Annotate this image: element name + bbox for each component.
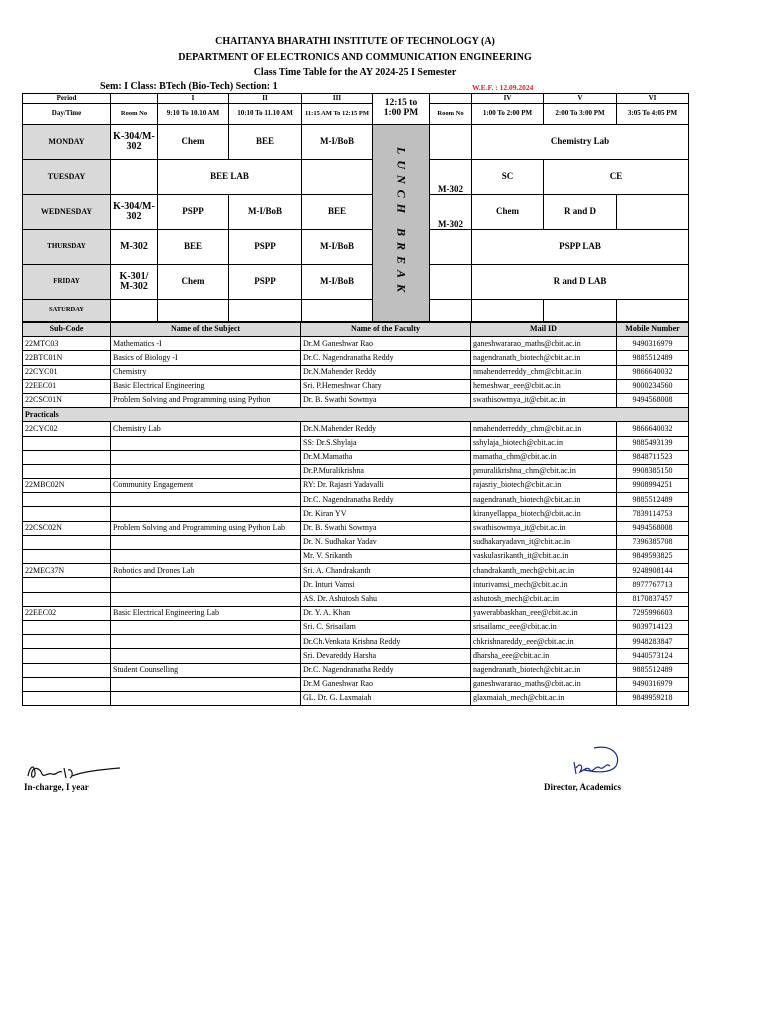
wednesday-p3: BEE [302,195,373,230]
thursday-room-pm [430,230,472,265]
practicals-label: Practicals [23,408,689,422]
director-label: Director, Academics [544,782,621,792]
cell-mobile: 9494568008 [617,393,689,407]
table-row [23,422,689,436]
cell-mobile: 9908994251 [617,479,689,493]
cell-mobile: 9248908144 [617,564,689,578]
cell-code: 22MEC37N [23,564,111,578]
cell-name [111,691,301,705]
table-row [23,620,689,634]
cell-faculty: Dr.C. Nagendranatha Reddy [301,351,471,365]
cell-mail[interactable]: swathisowmya_it@cbit.ac.in [471,521,617,535]
cell-code: 22CYC02 [23,422,111,436]
cell-name [111,550,301,564]
friday-room: K-301/ M-302 [111,265,158,300]
cell-name: Problem Solving and Programming using Python Lab [111,521,301,535]
semester-line: Sem: I Class: BTech (Bio-Tech) Section: 1 [100,81,278,92]
friday-row [23,265,689,300]
table-row [23,606,689,620]
cell-mail[interactable]: nmahenderreddy_chm@cbit.ac.in [471,422,617,436]
cell-mail[interactable]: nmahenderreddy_chm@cbit.ac.in [471,365,617,379]
friday-p2: PSPP [229,265,302,300]
cell-name [111,535,301,549]
director-signature [570,740,630,782]
cell-name [111,649,301,663]
wef-date: W.E.F. : 12.09.2024 [472,83,534,92]
table-row [23,691,689,705]
period-3-time: 11:15 AM To 12:15 PM [302,104,373,125]
day-saturday: SATURDAY [23,300,111,322]
cell-code [23,592,111,606]
thursday-p2: PSPP [229,230,302,265]
period-5-name: V [544,94,617,104]
cell-code: 22BTC01N [23,351,111,365]
cell-mobile: 9849959218 [617,691,689,705]
cell-code [23,436,111,450]
cell-faculty: GL. Dr. G. Laxmaiah [301,691,471,705]
cell-mail[interactable]: nagendranath_biotech@cbit.ac.in [471,493,617,507]
period-1-time: 9:10 To 10.10 AM [158,104,229,125]
cell-mail[interactable]: vaskulasrikanth_it@cbit.ac.in [471,550,617,564]
cell-mail[interactable]: ashutosh_mech@cbit.ac.in [471,592,617,606]
table-row [23,677,689,691]
cell-code [23,578,111,592]
thursday-p1: BEE [158,230,229,265]
cell-name: Problem Solving and Programming using Python [111,393,301,407]
monday-pm-lab: Chemistry Lab [472,125,689,160]
room-no-header: Room No [111,104,158,125]
wednesday-row [23,195,689,230]
wednesday-room: K-304/M-302 [111,195,158,230]
wednesday-p1: PSPP [158,195,229,230]
cell-name [111,677,301,691]
cell-faculty: Sri. C. Srisailam [301,620,471,634]
column-header: Mail ID [471,323,617,337]
cell-mobile: 9866640032 [617,422,689,436]
period-2-time: 10:10 To 11.10 AM [229,104,302,125]
cell-code [23,620,111,634]
table-row [23,550,689,564]
cell-faculty: Sri. Devareddy Harsha [301,649,471,663]
time-row [23,104,689,125]
cell-mobile: 7295996603 [617,606,689,620]
cell-name [111,635,301,649]
cell-code [23,691,111,705]
monday-p3: M-I/BoB [302,125,373,160]
cell-code [23,464,111,478]
cell-mail[interactable]: yawerabbaskhan_eee@cbit.ac.in [471,606,617,620]
institute-name: CHAITANYA BHARATHI INSTITUTE OF TECHNOLOGY (A) [215,36,495,47]
cell-mobile: 9885493139 [617,436,689,450]
period-3-name: III [302,94,373,104]
cell-faculty: AS. Dr. Ashutosh Sahu [301,592,471,606]
table-row [23,663,689,677]
cell-name [111,493,301,507]
cell-mail[interactable]: glaxmaiah_mech@cbit.ac.in [471,691,617,705]
day-friday: FRIDAY [23,265,111,300]
day-tuesday: TUESDAY [23,160,111,195]
incharge-signature [26,762,122,784]
cell-mobile: 9000234560 [617,379,689,393]
friday-p3: M-I/BoB [302,265,373,300]
cell-name [111,578,301,592]
cell-name: Community Engagement [111,479,301,493]
incharge-label: In-charge, I year [24,782,89,792]
thursday-p3: M-I/BoB [302,230,373,265]
cell-name: Student Counselling [111,663,301,677]
cell-code: 22EEC02 [23,606,111,620]
cell-name [111,464,301,478]
period-4-time: 1:00 To 2:00 PM [472,104,544,125]
cell-mobile: 9440573124 [617,649,689,663]
cell-mail[interactable]: sudhakaryadavn_it@cbit.ac.in [471,535,617,549]
cell-mail[interactable]: hemeshwar_eee@cbit.ac.in [471,379,617,393]
cell-code [23,635,111,649]
cell-faculty: Dr.M Ganeshwar Rao [301,677,471,691]
table-row [23,365,689,379]
cell-faculty: Dr.M.Mamatha [301,450,471,464]
cell-mail[interactable]: swathisowmya_it@cbit.ac.in [471,393,617,407]
cell-mobile: 8977767713 [617,578,689,592]
cell-faculty: Dr. Kiran YV [301,507,471,521]
timetable-title: Class Time Table for the AY 2024-25 I Semester [253,67,457,78]
cell-faculty: Dr. Inturi Vamsi [301,578,471,592]
period-4-name: IV [472,94,544,104]
cell-code: 22CSC01N [23,393,111,407]
cell-name: Basic Electrical Engineering Lab [111,606,301,620]
table-row [23,351,689,365]
period-5-time: 2:00 To 3:00 PM [544,104,617,125]
cell-faculty: Dr. B. Swathi Sowmya [301,521,471,535]
cell-name: Basics of Biology -I [111,351,301,365]
table-row [23,521,689,535]
lunch-time: 12:15 to 1:00 PM [373,94,430,125]
cell-mobile: 9885512489 [617,493,689,507]
department-name: DEPARTMENT OF ELECTRONICS AND COMMUNICATION ENGINEERING [178,52,532,63]
cell-name [111,620,301,634]
cell-name [111,592,301,606]
column-header: Name of the Faculty [301,323,471,337]
cell-name: Basic Electrical Engineering [111,379,301,393]
table-row [23,464,689,478]
wednesday-room-pm: M-302 [430,195,472,230]
cell-mail[interactable]: sshylaja_biotech@cbit.ac.in [471,436,617,450]
cell-mobile: 9494568008 [617,521,689,535]
column-header: Name of the Subject [111,323,301,337]
cell-faculty: Dr.M Ganeshwar Rao [301,337,471,351]
table-row [23,535,689,549]
monday-row [23,125,689,160]
room-no-header-2: Room No [430,104,472,125]
cell-mobile: 9885512489 [617,663,689,677]
day-wednesday: WEDNESDAY [23,195,111,230]
cell-faculty: Sri. A. Chandrakanth [301,564,471,578]
cell-name [111,436,301,450]
cell-code [23,677,111,691]
cell-mobile: 9866640032 [617,365,689,379]
monday-room-pm [430,125,472,160]
period-2-name: II [229,94,302,104]
cell-mobile: 9490316979 [617,677,689,691]
table-row [23,436,689,450]
monday-room: K-304/M-302 [111,125,158,160]
table-row [23,479,689,493]
thursday-row [23,230,689,265]
cell-name: Robotics and Drones Lab [111,564,301,578]
cell-code: 22CSC02N [23,521,111,535]
practicals-section [23,408,689,422]
table-row [23,649,689,663]
cell-mail[interactable]: ganeshwararao_maths@cbit.ac.in [471,677,617,691]
tuesday-p3 [302,160,373,195]
cell-faculty: Dr. B. Swathi Sowmya [301,393,471,407]
thursday-pm-lab: PSPP LAB [472,230,689,265]
wednesday-p4: Chem [472,195,544,230]
cell-name: Chemistry [111,365,301,379]
cell-mail[interactable]: dharsha_eee@cbit.ac.in [471,649,617,663]
cell-faculty: Sri. P.Hemeshwar Chary [301,379,471,393]
cell-code: 22EEC01 [23,379,111,393]
cell-mail[interactable]: chkrishnareddy_eee@cbit.ac.in [471,635,617,649]
cell-mail[interactable]: nagendranath_biotech@cbit.ac.in [471,663,617,677]
column-header: Mobile Number [617,323,689,337]
wednesday-p5: R and D [544,195,617,230]
cell-code: 22MBC02N [23,479,111,493]
period-6-time: 3:05 To 4:05 PM [617,104,689,125]
thursday-room: M-302 [111,230,158,265]
cell-mobile: 7396385708 [617,535,689,549]
wednesday-p6 [617,195,689,230]
cell-mail[interactable]: kiranyellappa_biotech@cbit.ac.in [471,507,617,521]
cell-mail[interactable]: chandrakanth_mech@cbit.ac.in [471,564,617,578]
cell-faculty: SS: Dr.S.Shylaja [301,436,471,450]
cell-name: Mathematics -I [111,337,301,351]
tuesday-am-lab: BEE LAB [158,160,302,195]
cell-name [111,450,301,464]
cell-mail[interactable]: mamatha_chm@cbit.ac.in [471,450,617,464]
tuesday-p4: SC [472,160,544,195]
cell-name: Chemistry Lab [111,422,301,436]
table-row [23,379,689,393]
period-label: Period [23,94,111,104]
cell-mobile: 9039714123 [617,620,689,634]
cell-mobile: 7839114753 [617,507,689,521]
cell-code [23,507,111,521]
cell-faculty: Dr. N. Sudhakar Yadav [301,535,471,549]
day-monday: MONDAY [23,125,111,160]
cell-mobile: 9848711523 [617,450,689,464]
cell-mobile: 9885512489 [617,351,689,365]
cell-code: 22CYC01 [23,365,111,379]
cell-faculty: Dr.P.Muralikrishna [301,464,471,478]
cell-mail[interactable]: ganeshwararao_maths@cbit.ac.in [471,337,617,351]
tuesday-row [23,160,689,195]
monday-p2: BEE [229,125,302,160]
lunch-break [373,125,430,322]
friday-room-pm [430,265,472,300]
column-header: Sub-Code [23,323,111,337]
cell-mail[interactable]: rajasriy_biotech@cbit.ac.in [471,479,617,493]
cell-mobile: 9908385150 [617,464,689,478]
table-row [23,592,689,606]
period-6-name: VI [617,94,689,104]
cell-faculty: RY: Dr. Rajasri Yadavalli [301,479,471,493]
cell-mobile: 9490316979 [617,337,689,351]
cell-code [23,663,111,677]
tuesday-p56: CE [544,160,689,195]
table-row [23,450,689,464]
cell-mail[interactable]: inturivamsi_mech@cbit.ac.in [471,578,617,592]
cell-faculty: Dr.Ch.Venkata Krishna Reddy [301,635,471,649]
cell-code [23,649,111,663]
cell-code [23,550,111,564]
period-row [23,94,689,104]
table-row [23,337,689,351]
day-thursday: THURSDAY [23,230,111,265]
table-row [23,635,689,649]
monday-p1: Chem [158,125,229,160]
cell-name [111,507,301,521]
cell-code [23,535,111,549]
daytime-label: Day/Time [23,104,111,125]
lunch-break-label: LUNCH BREAK [394,147,409,299]
table-row [23,507,689,521]
class-timetable [22,93,689,322]
subject-table-header [23,323,689,337]
friday-p1: Chem [158,265,229,300]
cell-code: 22MTC03 [23,337,111,351]
friday-pm-lab: R and D LAB [472,265,689,300]
wednesday-p2: M-I/BoB [229,195,302,230]
cell-mobile: 8170837457 [617,592,689,606]
saturday-row [23,300,689,322]
cell-faculty: Dr.N.Mahender Reddy [301,422,471,436]
tuesday-room [111,160,158,195]
table-row [23,493,689,507]
subject-faculty-table [22,322,689,706]
tuesday-room-pm: M-302 [430,160,472,195]
cell-faculty: Dr.N.Mahender Reddy [301,365,471,379]
cell-code [23,450,111,464]
table-row [23,578,689,592]
cell-mobile: 9849593825 [617,550,689,564]
cell-faculty: Dr. Y. A. Khan [301,606,471,620]
cell-mail[interactable]: nagendranath_biotech@cbit.ac.in [471,351,617,365]
cell-mail[interactable]: srisailamc_eee@cbit.ac.in [471,620,617,634]
cell-mobile: 9948283847 [617,635,689,649]
cell-code [23,493,111,507]
table-row [23,393,689,407]
cell-mail[interactable]: pmuralikrishna_chm@cbit.ac.in [471,464,617,478]
cell-faculty: Dr.C. Nagendranatha Reddy [301,663,471,677]
cell-faculty: Mr. V. Srikanth [301,550,471,564]
period-1-name: I [158,94,229,104]
cell-faculty: Dr.C. Nagendranatha Reddy [301,493,471,507]
table-row [23,564,689,578]
